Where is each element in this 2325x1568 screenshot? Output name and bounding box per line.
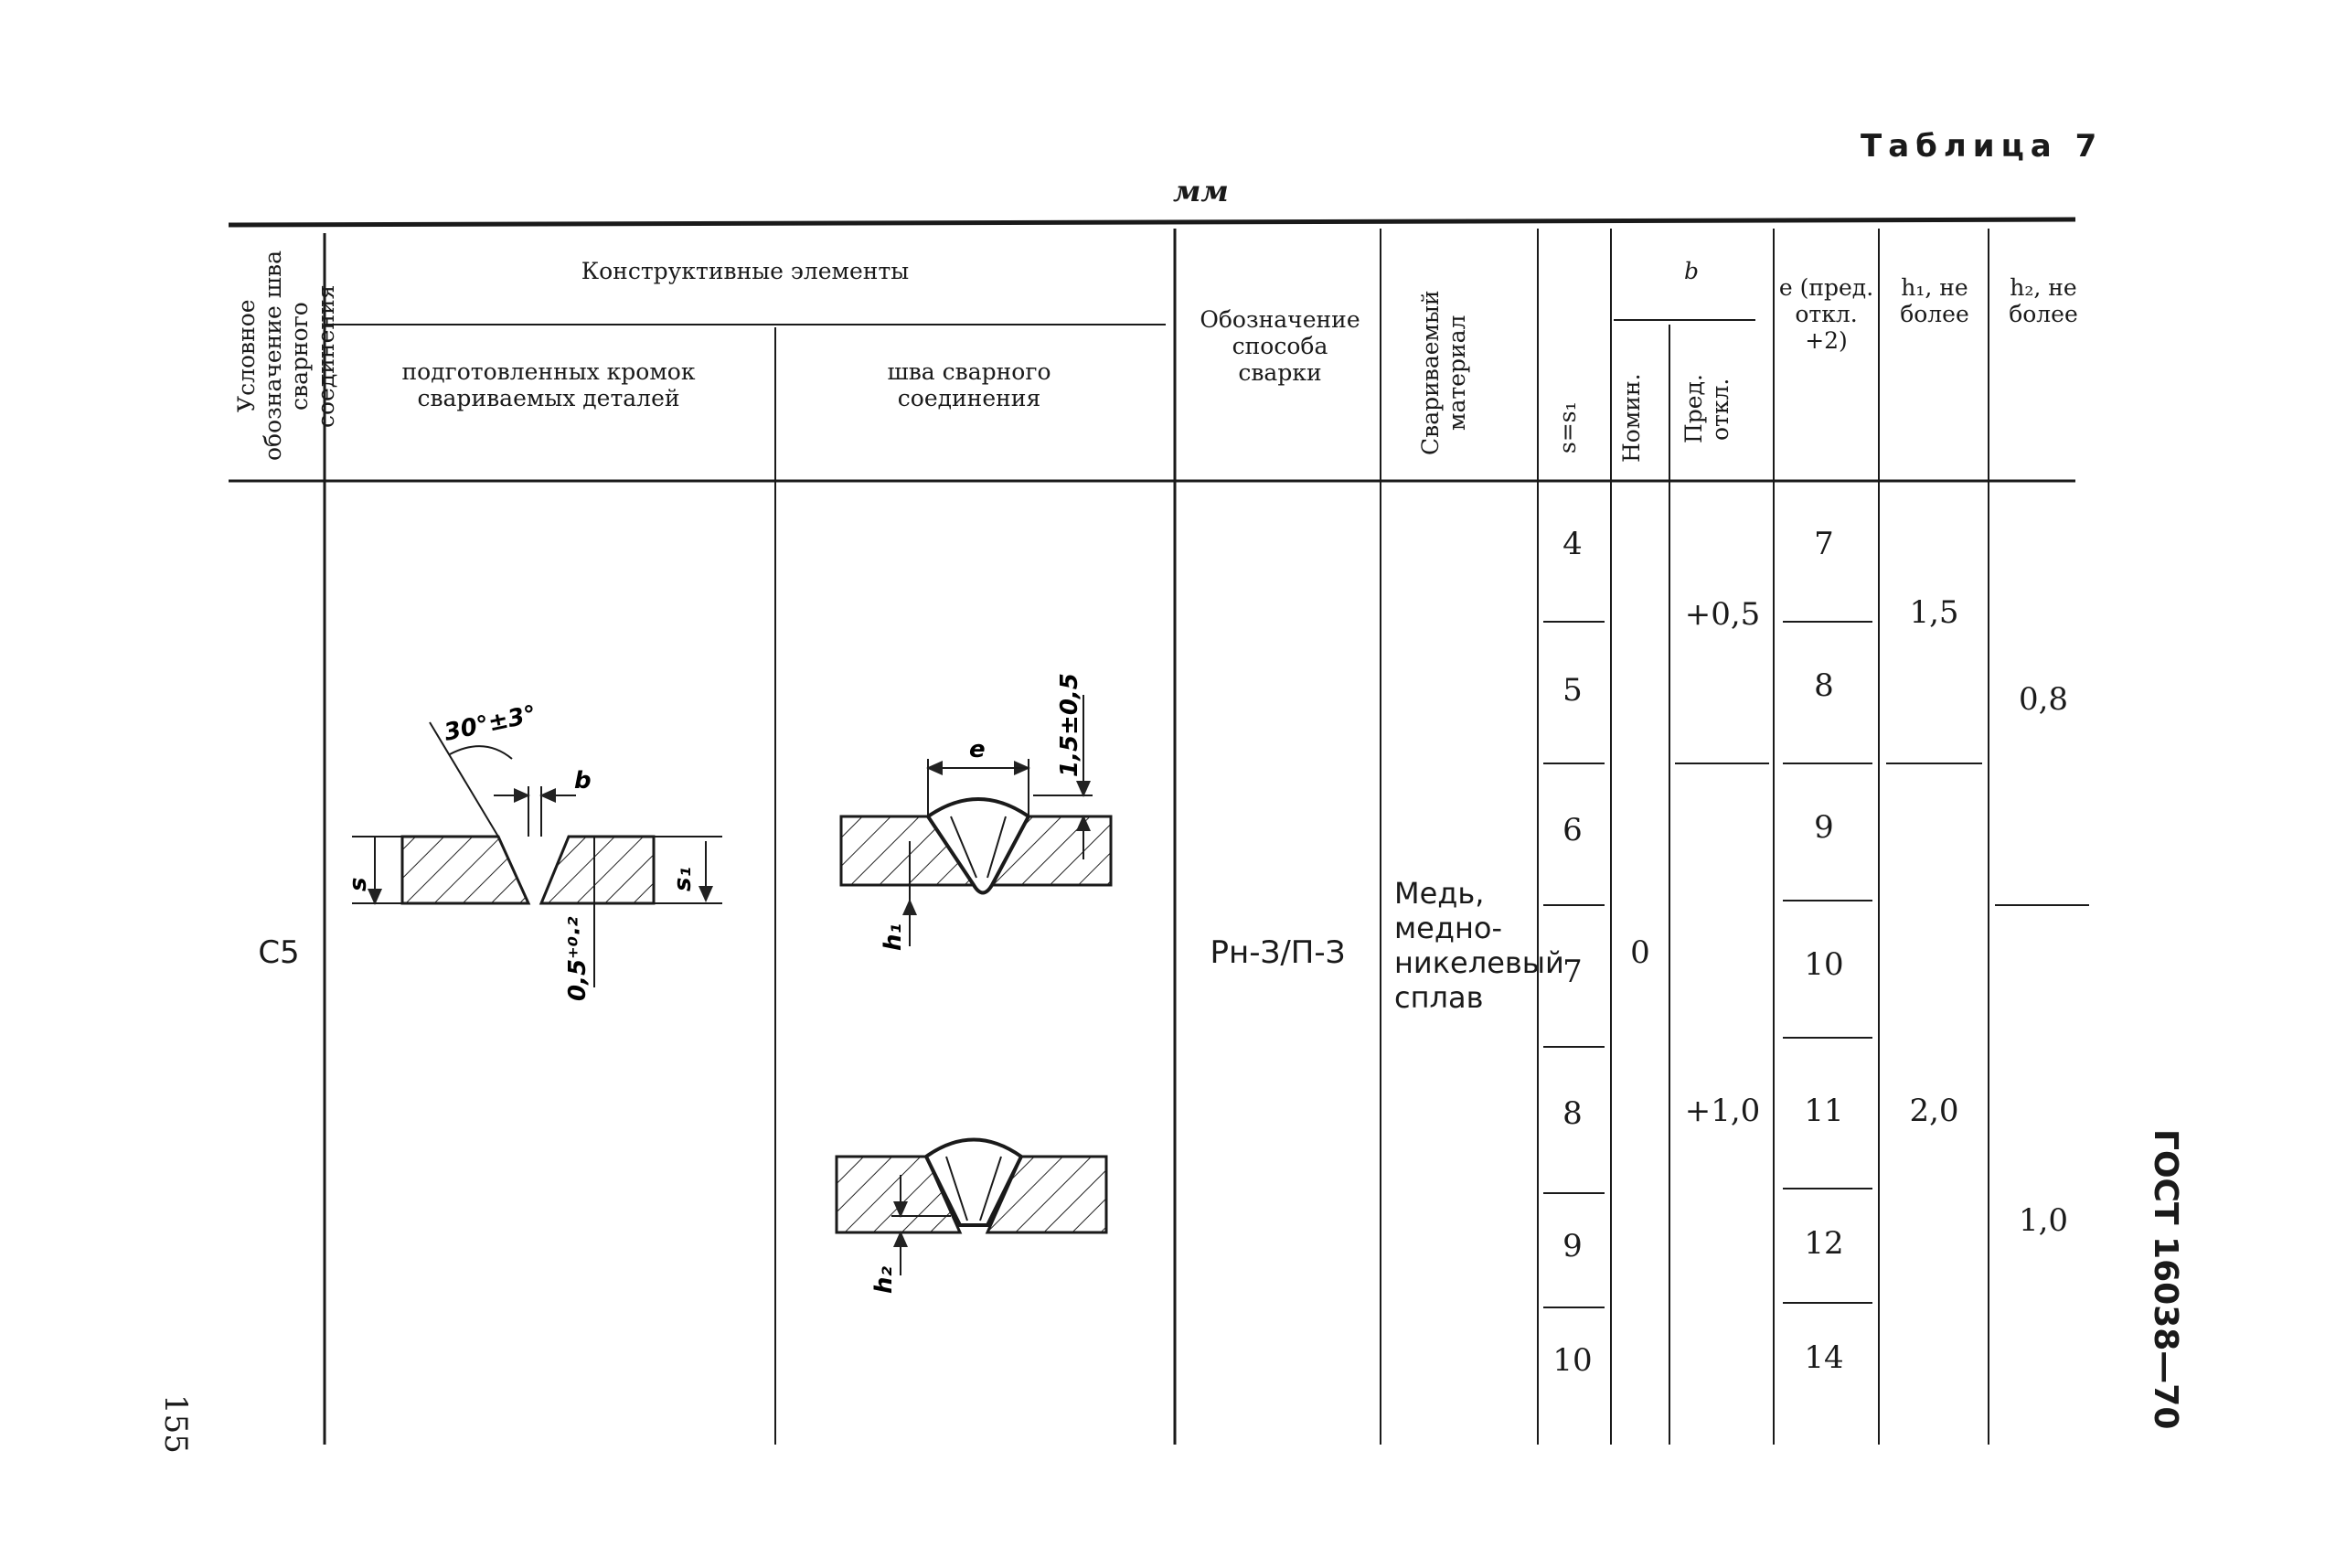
s-value: 8 (1562, 1095, 1583, 1132)
table-title: Таблица 7 (1861, 128, 2104, 165)
h1-label: h₁ (880, 923, 907, 951)
header-b-tol: Пред. откл. (1680, 374, 1733, 444)
s-value: 5 (1562, 672, 1583, 709)
s-value: 6 (1562, 812, 1583, 848)
b-tolerance-value: +1,0 (1684, 1093, 1761, 1129)
header-joint-symbol: Условное обозначение шва сварного соединения (233, 251, 339, 462)
h2-value: 0,8 (2018, 681, 2069, 718)
header-weld-seam: шва сварного соединения (887, 358, 1051, 411)
header-material: Свариваемый материал (1417, 290, 1470, 455)
s-value: 7 (1562, 954, 1583, 990)
gap-b-label: b (574, 767, 592, 795)
prepared-edges-drawing (352, 722, 722, 987)
reinforcement-label: 1,5±0,5 (1056, 673, 1083, 777)
e-value: 12 (1804, 1225, 1844, 1262)
thickness-s1-label: s₁ (669, 867, 697, 891)
h2-value: 1,0 (2018, 1202, 2069, 1239)
material-value: Медь, медно-никелевый сплав (1394, 876, 1564, 1015)
header-h1: h₁, не более (1900, 274, 1969, 327)
page-number: 155 (157, 1394, 194, 1454)
gap-tolerance-label: 0,5⁺⁰·² (564, 916, 592, 1001)
e-value: 10 (1804, 946, 1844, 983)
welding-method-value: Рн-З/П-З (1210, 934, 1346, 971)
gost-label: ГОСТ 16038—70 (2147, 1129, 2184, 1430)
e-value: 8 (1814, 667, 1834, 704)
e-value: 9 (1814, 809, 1834, 846)
h1-value: 2,0 (1909, 1093, 1959, 1129)
header-b: b (1683, 258, 1699, 284)
b-tolerance-value: +0,5 (1684, 596, 1761, 633)
s-value: 10 (1552, 1342, 1593, 1379)
h1-value: 1,5 (1909, 594, 1959, 631)
units-label: мм (1173, 174, 1229, 208)
e-value: 7 (1814, 526, 1834, 562)
header-structural-elements: Конструктивные элементы (581, 258, 910, 284)
angle-label: 30°±3° (442, 700, 539, 747)
weld-seam-drawing-2 (837, 1140, 1106, 1276)
b-nominal-value: 0 (1630, 934, 1650, 971)
s-value: 4 (1562, 526, 1583, 562)
width-e-label: e (969, 736, 986, 763)
thickness-s-label: s (345, 877, 372, 891)
e-value: 11 (1804, 1093, 1844, 1129)
header-b-nom: Номин. (1618, 373, 1645, 464)
s-value: 9 (1562, 1228, 1583, 1264)
header-s: s=s₁ (1554, 401, 1581, 453)
header-e: e (пред. откл. +2) (1778, 274, 1874, 354)
e-value: 14 (1804, 1339, 1844, 1376)
header-h2: h₂, не более (2009, 274, 2078, 327)
header-prepared-edges: подготовленных кромок свариваемых деталей (401, 358, 696, 411)
h2-label: h₂ (870, 1266, 898, 1294)
header-welding-method: Обозначение способа сварки (1200, 306, 1360, 386)
joint-symbol-value: С5 (258, 934, 300, 971)
